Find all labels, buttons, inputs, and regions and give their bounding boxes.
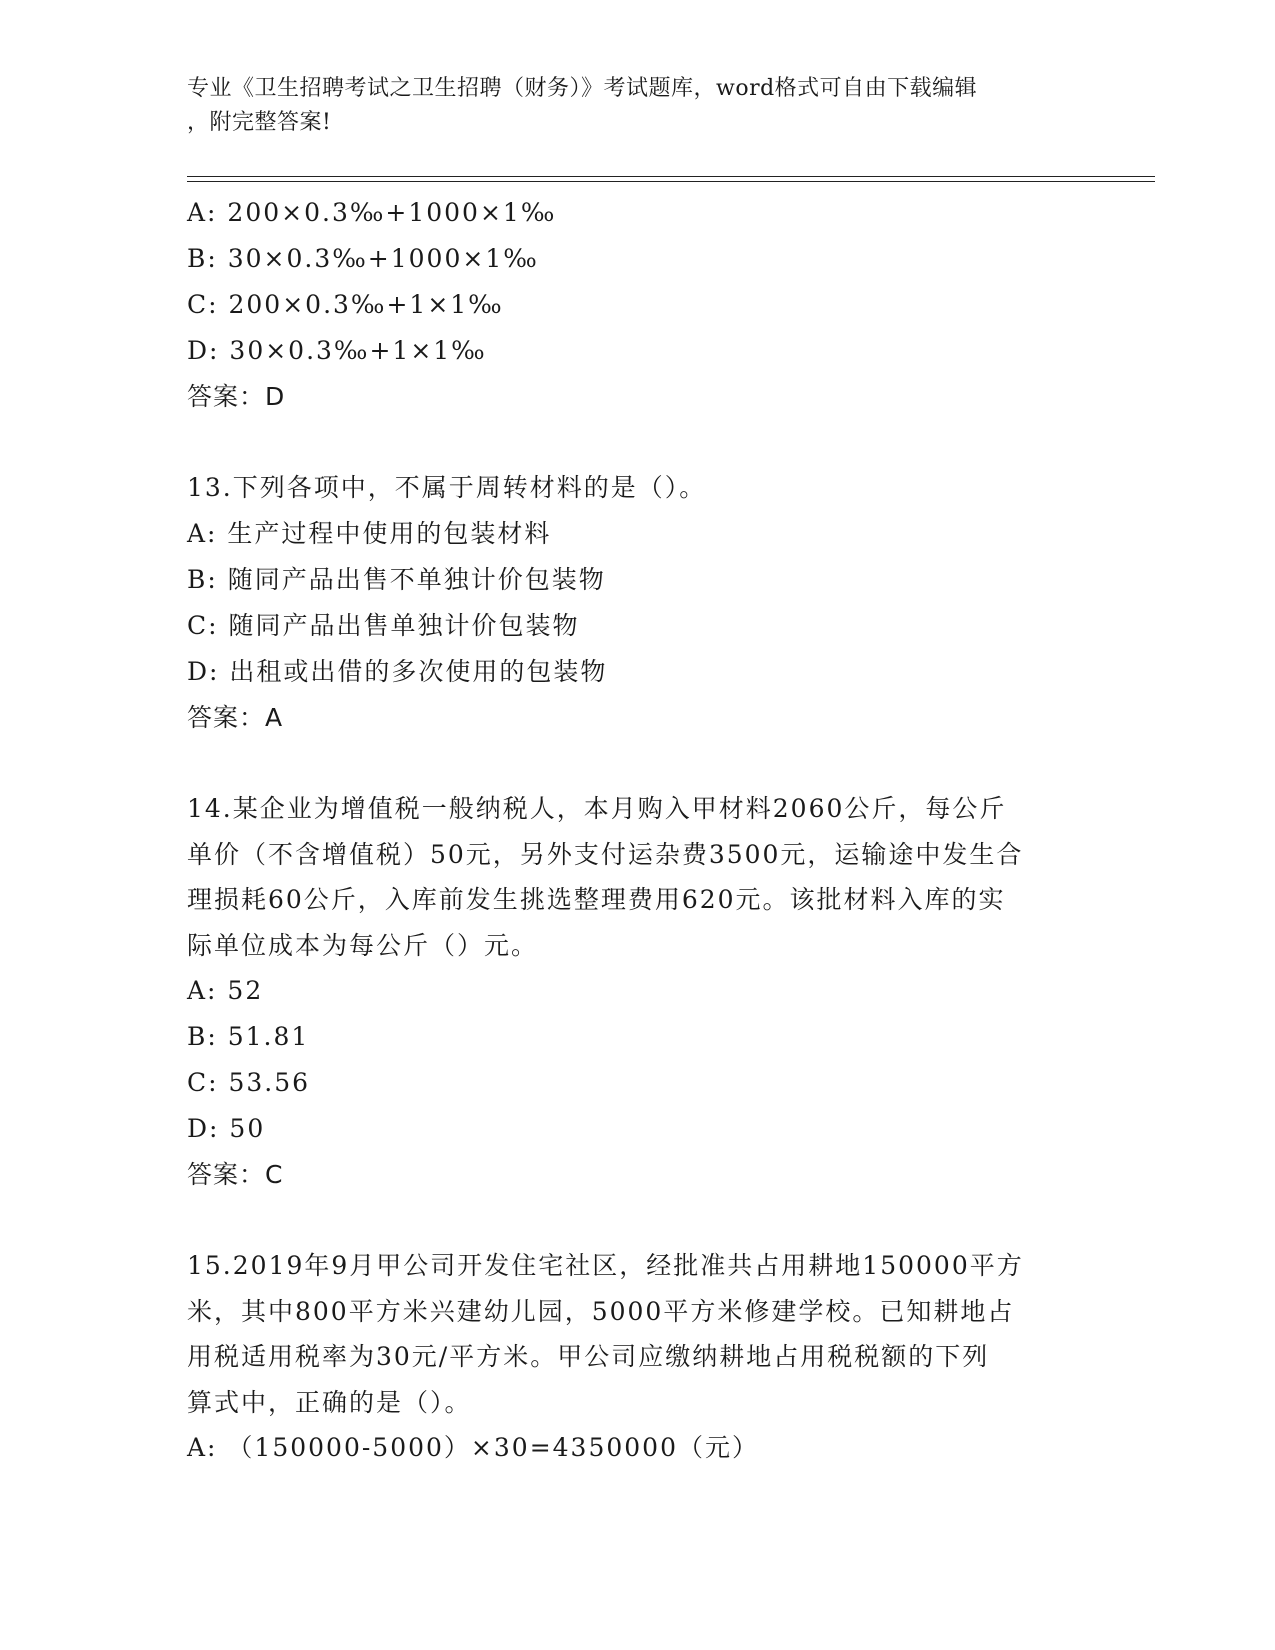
q12-answer: 答案：D — [187, 382, 286, 411]
q14-stem-line-1: 14.某企业为增值税一般纳税人，本月购入甲材料2060公斤，每公斤 — [187, 794, 1007, 823]
q14-stem-line-4: 际单位成本为每公斤（）元。 — [187, 930, 539, 960]
q15-stem-line-4: 算式中，正确的是（）。 — [187, 1387, 472, 1417]
q14-option-d: D: 50 — [187, 1114, 266, 1143]
q12-option-b: B: 30×0.3‰+1000×1‰ — [187, 244, 539, 273]
q14-answer: 答案：C — [187, 1160, 284, 1189]
q13-option-c: C: 随同产品出售单独计价包装物 — [187, 611, 580, 640]
q13-option-b: B: 随同产品出售不单独计价包装物 — [187, 565, 606, 594]
q13-answer: 答案：A — [187, 703, 284, 732]
q12-option-a: A: 200×0.3‰+1000×1‰ — [187, 198, 557, 227]
q12-option-d: D: 30×0.3‰+1×1‰ — [187, 336, 487, 365]
q15-stem-line-3: 用税适用税率为30元/平方米。甲公司应缴纳耕地占用税税额的下列 — [187, 1342, 990, 1371]
question-15 — [187, 1243, 1087, 1471]
header-line-1: 专业《卫生招聘考试之卫生招聘（财务）》考试题库，word格式可自由下载编辑 — [187, 76, 978, 101]
q15-stem-line-1: 15.2019年9月甲公司开发住宅社区，经批准共占用耕地150000平方 — [187, 1251, 1024, 1280]
q14-option-b: B: 51.81 — [187, 1022, 310, 1051]
q13-stem: 13.下列各项中，不属于周转材料的是（）。 — [187, 473, 707, 502]
q13-option-d: D: 出租或出借的多次使用的包装物 — [187, 657, 608, 686]
header-line-2: ，附完整答案! — [187, 110, 332, 135]
question-13 — [187, 465, 1087, 741]
question-content — [187, 190, 1087, 1471]
spacer — [187, 741, 1087, 786]
q12-option-c: C: 200×0.3‰+1×1‰ — [187, 290, 504, 319]
question-12 — [187, 190, 1087, 420]
header-divider-bottom — [187, 181, 1155, 182]
q14-option-a: A: 52 — [187, 976, 264, 1005]
q15-stem-line-2: 米，其中800平方米兴建幼儿园，5000平方米修建学校。已知耕地占 — [187, 1296, 1015, 1326]
q14-option-c: C: 53.56 — [187, 1068, 311, 1097]
q14-stem-line-3: 理损耗60公斤，入库前发生挑选整理费用620元。该批材料入库的实 — [187, 885, 1006, 914]
q14-stem-line-2: 单价（不含增值税）50元，另外支付运杂费3500元，运输途中发生合 — [187, 839, 1024, 869]
document-header — [187, 72, 1067, 140]
header-divider-top — [187, 176, 1155, 177]
q13-option-a: A: 生产过程中使用的包装材料 — [187, 519, 552, 548]
question-14 — [187, 786, 1087, 1198]
spacer — [187, 420, 1087, 465]
spacer — [187, 1198, 1087, 1243]
q15-option-a: A: （150000-5000）×30=4350000（元） — [187, 1433, 759, 1462]
